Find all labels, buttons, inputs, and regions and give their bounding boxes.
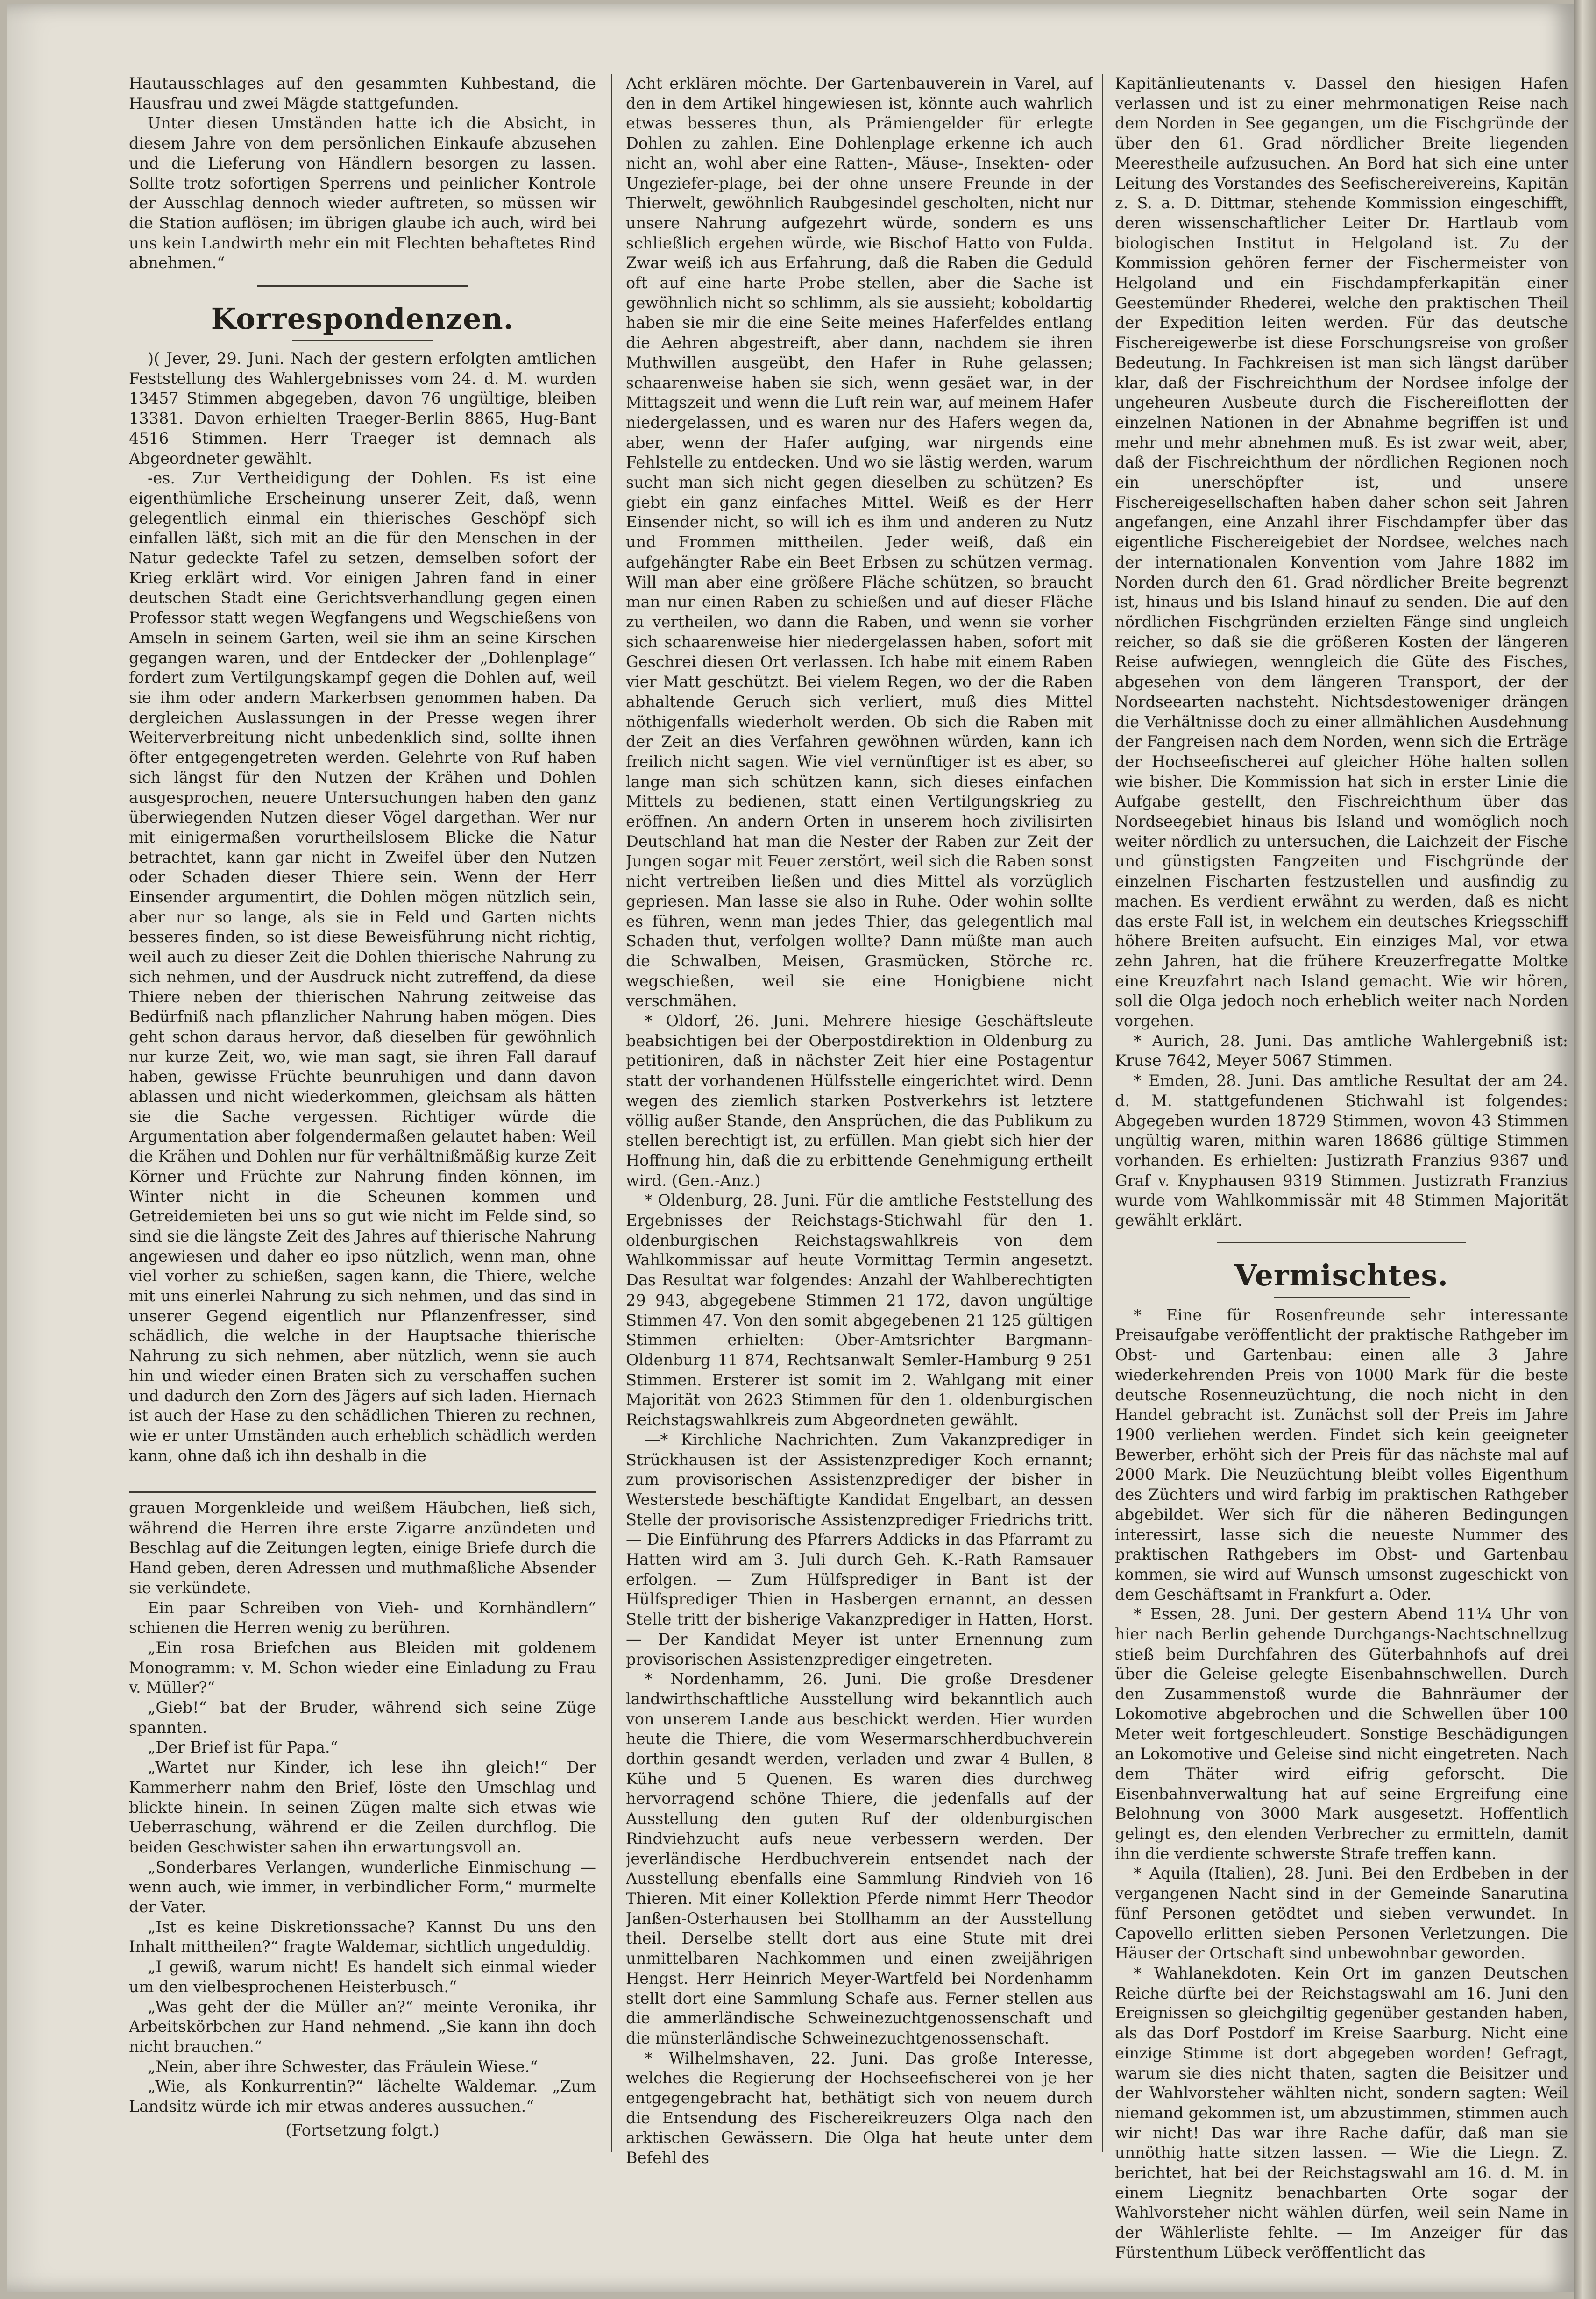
column-divider <box>1102 74 1103 2152</box>
section-rule <box>257 285 468 287</box>
news-item-wilhelmshaven: * Wilhelmshaven, 22. Juni. Das große Interesse, welches die Regierung der Hochseefischerei von je her entgegengebracht hat, bethätigt sich von neuem durch die Entsendung des Fischereikreuzers Olga nach den arktischen Gewässern. Die Olga hat heute unter dem Befehl des <box>626 2049 1093 2167</box>
news-item-jever: )( Jever, 29. Juni. Nach der gestern erfolgten amtlichen Feststellung des Wahlergebnisses vom 24. d. M. wurden 13457 Stimmen abgegeben, davon 76 ungültige, bleiben 13381. Davon erhielten Traeger-Berlin 8865, Hug-Bant 4516 Stimmen. Herr Traeger ist demnach als Abgeordneter gewählt. <box>129 349 596 468</box>
column-1-feuilleton <box>129 1498 596 2292</box>
news-item-dohlen: -es. Zur Vertheidigung der Dohlen. Es ist eine eigenthümliche Erscheinung unserer Zeit, daß, wenn gelegentlich einmal ein thierisches Geschöpf sich einfallen läßt, sich mit an die für den Menschen in der Natur gedeckte Tafel zu setzen, demselben sofort der Krieg erklärt wird. Vor einigen Jahren fand in einer deutschen Stadt eine Gerichtsverhandlung gegen einen Professor statt wegen Wegfangens und Wegschießens von Amseln in seinem Garten, weil sie ihm an seine Kirschen gegangen waren, und der Entdecker der „Dohlenplage“ fordert zum Vertilgungskampf gegen die Dohlen auf, weil sie ihm oder andern Markerbsen genommen haben. Da dergleichen Auslassungen in der Presse wegen ihrer Weiterverbreitung nicht unbedenklich sind, sollte ihnen öfter entgegengetreten werden. Gelehrte von Ruf haben sich längst für den Nutzen der Krähen und Dohlen ausgesprochen, neuere Untersuchungen haben den ganz überwiegenden Nutzen dieser Vögel dargethan. Wer nur mit einigermaßen vorurtheilslosem Blicke die Natur betrachtet, kann gar nicht in Zweifel über den Nutzen oder Schaden dieser Thiere sein. Wenn der Herr Einsender argumentirt, die Dohlen mögen nützlich sein, aber nur so lange, als sie in Feld und Garten nichts besseres finden, so ist diese Beweisführung nicht richtig, weil auch zu dieser Zeit die Dohlen thierische Nahrung zu sich nehmen, und der Ausdruck nicht zutreffend, da diese Thiere neben der thierischen Nahrung zeitweise das Bedürfniß nach pflanzlicher Nahrung haben mögen. Dies geht schon daraus hervor, daß dieselben für gewöhnlich nur kurze Zeit, wo, wie man sagt, sie ihren Fall darauf haben, gewisse Früchte beunruhigen und dann davon ablassen und nicht wiederkommen, gleichsam als hätten sie die Sache vergessen. Richtiger würde die Argumentation aber folgendermaßen gelautet haben: Weil die Krähen und Dohlen nur für verhältnißmäßig kurze Zeit Körner und Früchte zur Nahrung finden können, im Winter nicht in die Scheunen kommen und Getreidemieten bei uns so gut wie nicht im Felde sind, so sind sie die längste Zeit des Jahres auf thierische Nahrung angewiesen und daher eo ipso nützlich, wenn man, ohne viel vorher zu schießen, sagen kann, die Thiere, welche mit uns einerlei Nahrung zu sich nehmen, und das sind in unserer Gegend eigentlich nur Pflanzenfresser, sind schädlich, die welche in der Hauptsache thierische Nahrung zu sich nehmen, aber nützlich, wenn sie auch hin und wieder einen Braten sich zu verschaffen suchen und dadurch den Zorn des Jägers auf sich laden. Hiernach ist auch der Hase zu den schädlichen Thieren zu rechnen, wie er unter Umständen auch erheblich schädlich werden kann, ohne daß ich ihn deshalb in die <box>129 469 596 1465</box>
feuilleton-paragraph: „Wartet nur Kinder, ich lese ihn gleich!“ Der Kammerherr nahm den Brief, löste den Umschlag und blickte hinein. In seinen Zügen malte sich etwas wie Ueberraschung, während er die Zeilen durchflog. Die beiden Geschwister sahen ihn erwartungsvoll an. <box>129 1758 596 1856</box>
news-item-aurich: * Aurich, 28. Juni. Das amtliche Wahlergebniß ist: Kruse 7642, Meyer 5067 Stimmen. <box>1115 1031 1568 1070</box>
news-item-essen: * Essen, 28. Juni. Der gestern Abend 11¼ Uhr von hier nach Berlin gehende Durchgangs-Nachtschnellzug stieß beim Durchfahren des Güterbahnhofs auf drei über die Geleise gelegte Eisenbahnschwellen. Durch den Zusammenstoß wurde die Bahnräumer der Lokomotive abgebrochen und die Schwellen über 100 Meter weit fortgeschleudert. Sonstige Beschädigungen an Lokomotive und Geleise sind nicht eingetreten. Nach dem Thäter wird eifrig geforscht. Die Eisenbahnverwaltung hat auf seine Ergreifung eine Belohnung von 3000 Mark ausgesetzt. Hoffentlich gelingt es, den elenden Verbrecher zu ermitteln, damit ihn die verdiente schwerste Strafe treffen kann. <box>1115 1605 1568 1863</box>
column-1-news <box>129 74 596 1485</box>
column-2-news <box>626 74 1093 2292</box>
continuation-note: (Fortsetzung folgt.) <box>285 2121 440 2139</box>
section-rule <box>1217 1242 1466 1243</box>
feuilleton-paragraph: „Wie, als Konkurrentin?“ lächelte Waldemar. „Zum Landsitz würde ich mir etwas anderes aussuchen.“ <box>129 2077 596 2116</box>
feuilleton-paragraph: „Was geht der die Müller an?“ meinte Veronika, ihr Arbeitskörbchen zur Hand nehmend. „Sie kann ihn doch nicht brauchen.“ <box>129 1997 596 2056</box>
newspaper-page <box>7 4 1574 2292</box>
page-binding-edge <box>1574 0 1596 2299</box>
section-heading-korrespondenzen: Korrespondenzen. <box>211 302 514 336</box>
feuilleton-paragraph: „Der Brief ist für Papa.“ <box>148 1738 338 1757</box>
article-paragraph: Unter diesen Umständen hatte ich die Absicht, in diesem Jahre von dem persönlichen Einkaufe abzusehen und die Lieferung von Händlern besorgen zu lassen. Sollte trotz sofortigen Sperrens und peinlicher Kontrole der Ausschlag dennoch wieder auftreten, so müssen wir die Station auflösen; im übrigen glaube ich auch, wird bei uns kein Landwirth mehr ein mit Flechten behaftetes Rind abnehmen.“ <box>129 114 596 272</box>
news-item-wahlanekdoten: * Wahlanekdoten. Kein Ort im ganzen Deutschen Reiche dürfte bei der Reichstagswahl am 16. Juni den Ereignissen so gleichgiltig gegenüber gestanden haben, als das Dorf Postdorf im Kreise Saarburg. Nicht eine einzige Stimme ist dort abgegeben worden! Gefragt, warum sie dies nicht thaten, sagten die Beisitzer und der Wahlvorsteher wählten nicht, sondern sagten: Weil niemand gekommen ist, um abzustimmen, stimmen auch wir nicht! Das war ihre Rache dafür, daß man sie unnöthig hatte sitzen lassen. — Wie die Liegn. Z. berichtet, hat bei der Reichstagswahl am 16. d. M. in einem Liegnitz benachbarten Orte sogar der Wahlvorsteher nicht wählen dürfen, weil sein Name in der Wählerliste fehlte. — Im Anzeiger für das Fürstenthum Lübeck veröffentlicht das <box>1115 1964 1568 2262</box>
section-rule <box>1274 1297 1410 1298</box>
feuilleton-paragraph: Ein paar Schreiben von Vieh- und Kornhändlern“ schienen die Herren wenig zu berühren. <box>129 1598 596 1637</box>
feuilleton-separator <box>129 1491 596 1493</box>
article-continuation: Hautausschlages auf den gesammten Kuhbestand, die Hausfrau und zwei Mägde stattgefunden. <box>129 74 596 113</box>
feuilleton-paragraph: „Gieb!“ bat der Bruder, während sich seine Züge spannten. <box>129 1698 596 1737</box>
news-item-oldenburg: * Oldenburg, 28. Juni. Für die amtliche Feststellung des Ergebnisses der Reichstags-Stichwahl für den 1. oldenburgischen Reichstagswahlkreis von dem Wahlkommissar auf heute Vormittag Termin angesetzt. Das Resultat war folgendes: Anzahl der Wahlberechtigten 29 943, abgegebene Stimmen 21 172, davon ungültige Stimmen 47. Von den somit abgegebenen 21 125 gültigen Stimmen erhielten: Ober-Amtsrichter Bargmann-Oldenburg 11 874, Rechtsanwalt Semler-Hamburg 9 251 Stimmen. Ersterer ist somit im 2. Wahlgang mit einer Majorität von 2623 Stimmen für den 1. oldenburgischen Reichstagswahlkreis zum Abgeordneten gewählt. <box>626 1191 1093 1429</box>
news-item-nordenhamm: * Nordenhamm, 26. Juni. Die große Dresdener landwirthschaftliche Ausstellung wird bekanntlich auch von unserem Lande aus beschickt werden. Hier wurden heute die Thiere, die vom Wesermarschherdbuchverein dorthin gesandt werden, verladen und zwar 4 Bullen, 8 Kühe und 5 Quenen. Es waren dies durchweg hervorragend schöne Thiere, die jedenfalls auf der Ausstellung den guten Ruf der oldenburgischen Rindviehzucht aufs neue verbessern werden. Der jeverländische Herdbuchverein entsendet nach der Ausstellung ebenfalls eine Sammlung Rindvieh von 16 Thieren. Mit einer Kollektion Pferde nimmt Herr Theodor Janßen-Osterhausen bei Stollhamm an der Ausstellung theil. Derselbe stellt dort aus eine Stute mit drei unmittelbaren Nachkommen und einen zweijährigen Hengst. Herr Heinrich Meyer-Wartfeld bei Nordenhamm stellt dort eine Sammlung Schafe aus. Ferner stellen aus die ammerländische Schweinezuchtgenossenschaft und die münsterländische Schweinezuchtgenossenschaft. <box>626 1670 1093 2047</box>
feuilleton-paragraph: „Sonderbares Verlangen, wunderliche Einmischung — wenn auch, wie immer, in verbindlicher Form,“ murmelte der Vater. <box>129 1858 596 1916</box>
news-item-oldorf: * Oldorf, 26. Juni. Mehrere hiesige Geschäftsleute beabsichtigen bei der Oberpostdirektion in Oldenburg zu petitioniren, daß in nächster Zeit hier eine Postagentur statt der vorhandenen Hülfsstelle eingerichtet wird. Denn wegen des ziemlich starken Postverkehrs ist letztere völlig außer Stande, den Ansprüchen, die das Publikum zu stellen berechtigt ist, zu erfüllen. Man giebt sich hier der Hoffnung hin, daß die zu erbittende Genehmigung ertheilt wird. (Gen.-Anz.) <box>626 1012 1093 1190</box>
feuilleton-paragraph: „I gewiß, warum nicht! Es handelt sich einmal wieder um den vielbesprochenen Heisterbusch.“ <box>129 1958 596 1996</box>
news-item-emden: * Emden, 28. Juni. Das amtliche Resultat der am 24. d. M. stattgefundenen Stichwahl ist folgendes: Abgegeben wurden 18729 Stimmen, wovon 43 Stimmen ungültig waren, mithin waren 18686 gültige Stimmen vorhanden. Es erhielten: Justizrath Franzius 9367 und Graf v. Knyphausen 9319 Stimmen. Justizrath Franzius wurde vom Wahlkommissär mit 48 Stimmen Majorität gewählt erklärt. <box>1115 1071 1568 1230</box>
feuilleton-paragraph: „Ein rosa Briefchen aus Bleiden mit goldenem Monogramm: v. M. Schon wieder eine Einladung zu Frau v. Müller?“ <box>129 1638 596 1697</box>
column-divider <box>611 74 612 2152</box>
news-item-aquila: * Aquila (Italien), 28. Juni. Bei den Erdbeben in der vergangenen Nacht sind in der Gemeinde Sanarutina fünf Personen getödtet und sieben verwundet. In Capovello erlitten sieben Personen Verletzungen. Die Häuser der Ortschaft sind unbewohnbar geworden. <box>1115 1864 1568 1963</box>
feuilleton-paragraph: „Nein, aber ihre Schwester, das Fräulein Wiese.“ <box>148 2057 538 2076</box>
news-item-kirchliche-nachrichten: —* Kirchliche Nachrichten. Zum Vakanzprediger in Strückhausen ist der Assistenzprediger Koch ernannt; zum provisorischen Assistenzprediger der bisher in Westerstede beschäftigte Kandidat Engelbart, an dessen Stelle der provisorische Assistenzprediger Friedrichs tritt. — Die Einführung des Pfarrers Addicks in das Pfarramt zu Hatten wird am 3. Juli durch Geh. K.-Rath Ramsauer erfolgen. — Zum Hülfsprediger in Bant ist der Hülfsprediger Thien in Hasbergen ernannt, an dessen Stelle tritt der bisherige Vakanzprediger in Hatten, Horst. — Der Kandidat Meyer ist unter Ernennung zum provisorischen Assistenzprediger eingetreten. <box>626 1430 1093 1668</box>
section-rule <box>292 340 433 341</box>
article-continuation: Acht erklären möchte. Der Gartenbauverein in Varel, auf den in dem Artikel hingewiesen ist, könnte auch wahrlich etwas besseres thun, als Prämiengelder für erlegte Dohlen zu zahlen. Eine Dohlenplage erkenne ich auch nicht an, wohl aber eine Ratten-, Mäuse-, Insekten- oder Ungeziefer-plage, bei der ohne unsere Freunde in der Thierwelt, gewöhnlich Raubgesindel gescholten, nicht nur unsere Nahrung aufgezehrt würde, sondern es uns schließlich ergehen würde, wie Bischof Hatto von Fulda. Zwar weiß ich aus Erfahrung, daß die Raben die Geduld oft auf eine harte Probe stellen, aber die Sache ist gewöhnlich nicht so schlimm, als sie aussieht; koboldartig haben sie mir die eine Seite meines Haferfeldes entlang die Aehren abgestreift, aber dann, nachdem sie ihren Muthwillen ausgeübt, den Hafer in Ruhe gelassen; schaarenweise haben sie sich, wenn gesäet war, in der Mittagszeit und wenn die Luft rein war, auf meinem Hafer niedergelassen, und es waren nur des Hafers wegen da, aber, wenn der Hafer aufging, war nirgends eine Fehlstelle zu entdecken. Und wo sie lästig werden, warum sucht man sich nicht gegen dieselben zu schützen? Es giebt ein ganz einfaches Mittel. Weiß es der Herr Einsender nicht, so will ich es ihm und anderen zu Nutz und Frommen mittheilen. Jeder weiß, daß ein aufgehängter Rabe ein Beet Erbsen zu schützen vermag. Will man aber eine größere Fläche schützen, so braucht man nur einen Raben zu schießen und auf dieser Fläche zu vertheilen, wo dann die Raben, und wenn sie vorher sich schaarenweise hier niedergelassen haben, sofort mit Geschrei diesen Ort verlassen. Ich habe mit einem Raben vier Matt geschützt. Bei vielem Regen, wo der die Raben abhaltende Geruch sich verliert, muß dies Mittel nöthigenfalls wiederholt werden. Ob sich die Raben mit der Zeit an dies Verfahren gewöhnen würden, kann ich freilich nicht sagen. Wie viel vernünftiger ist es aber, so lange man sich schützen kann, sich dieses einfachen Mittels zu bedienen, statt einen Vertilgungskrieg zu eröffnen. An andern Orten in unserem hoch zivilisirten Deutschland hat man die Nester der Raben zur Zeit der Jungen sogar mit Feuer zerstört, weil sich die Raben sonst nicht vertreiben ließen und dies Mittel als vorzüglich gepriesen. Man lasse sie also in Ruhe. Oder wohin sollte es führen, wenn man jedes Thier, das gelegentlich mal Schaden thut, verfolgen wollte? Dann müßte man auch die Schwalben, Meisen, Grasmücken, Störche rc. wegschießen, weil sie eine Honigbiene nicht verschmähen. <box>626 74 1093 1010</box>
feuilleton-paragraph: grauen Morgenkleide und weißem Häubchen, ließ sich, während die Herren ihre erste Zigarre anzündeten und Beschlag auf die Zeitungen legten, einige Briefe durch die Hand geben, deren Adressen und muthmaßliche Absender sie verkündete. <box>129 1499 596 1597</box>
section-heading-vermischtes: Vermischtes. <box>1234 1258 1448 1292</box>
feuilleton-paragraph: „Ist es keine Diskretionssache? Kannst Du uns den Inhalt mittheilen?“ fragte Waldemar, sichtlich ungeduldig. <box>129 1917 596 1956</box>
news-item-rosenfreunde: * Eine für Rosenfreunde sehr interessante Preisaufgabe veröffentlicht der praktische Rathgeber im Obst- und Gartenbau: einen alle 3 Jahre wiederkehrenden Preis von 1000 Mark für die beste deutsche Rosenneuzüchtung, die noch nicht in den Handel gebracht ist. Zunächst soll der Preis im Jahre 1900 verliehen werden. Findet sich kein geeigneter Bewerber, erhöht sich der Preis für das nächste mal auf 2000 Mark. Die Neuzüchtung bleibt volles Eigenthum des Züchters und wird farbig im praktischen Rathgeber abgebildet. Wer sich für die näheren Bedingungen interessirt, lasse sich die neueste Nummer des praktischen Rathgebers im Obst- und Gartenbau kommen, sie wird auf Wunsch umsonst zugeschickt von dem Geschäftsamt in Frankfurt a. Oder. <box>1115 1306 1568 1604</box>
article-continuation: Kapitänlieutenants v. Dassel den hiesigen Hafen verlassen und ist zu einer mehrmonatigen Reise nach dem Norden in See gegangen, um die Fischgründe der über den 61. Grad nördlicher Breite liegenden Meerestheile aufzusuchen. An Bord hat sich eine unter Leitung des Vorstandes des Seefischereivereins, Kapitän z. S. a. D. Dittmar, stehende Kommission eingeschifft, deren wissenschaftlicher Leiter Dr. Hartlaub vom biologischen Institut in Helgoland ist. Zu der Kommission gehören ferner der Fischermeister von Helgoland und ein Fischdampferkapitän einer Geestemünder Rhederei, welche den praktischen Theil der Expedition leiten werden. Für das deutsche Fischereigewerbe ist diese Forschungsreise von großer Bedeutung. In Fachkreisen ist man sich längst darüber klar, daß der Fischreichthum der Nordsee infolge der ungeheuren Ausbeute durch die Fischereiflotten der einzelnen Nationen in der Abnahme begriffen ist und mehr und mehr abnehmen muß. Es ist zwar weit, aber, daß der Fischreichthum der nördlichen Regionen noch ein unerschöpfter ist, und unsere Fischereigesellschaften haben daher schon seit Jahren angefangen, eine Anzahl ihrer Fischdampfer über das eigentliche Fischereigebiet der Nordsee, welches nach der internationalen Konvention vom Jahre 1882 im Norden durch den 61. Grad nördlicher Breite begrenzt ist, hinaus und bis Island hinauf zu senden. Die auf den nördlichen Fischgründen erzielten Fänge sind ungleich reicher, so daß sie die größeren Kosten der längeren Reise aufwiegen, wenngleich die Güte des Fisches, abgesehen von dem längeren Transport, der der Nordseearten nachsteht. Nichtsdestoweniger drängen die Verhältnisse doch zu einer allmählichen Ausdehnung der Fangreisen nach dem Norden, wenn sich die Erträge der Hochseefischerei auf gleicher Höhe halten sollen wie bisher. Die Kommission hat sich in erster Linie die Aufgabe gestellt, den Fischreichthum über das Nordseegebiet hinaus bis Island und womöglich noch weiter nördlich zu untersuchen, die Laichzeit der Fische und günstigsten Fangzeiten und Fischgründe der einzelnen Fischarten festzustellen und ausfindig zu machen. Es verdient erwähnt zu werden, daß es nicht das erste Fall ist, in welchem ein deutsches Kriegsschiff höhere Breiten aufsucht. Ein einziges Mal, vor etwa zehn Jahren, hat die frühere Kreuzerfregatte Moltke eine Kreuzfahrt nach Island gemacht. Wie wir hören, soll die Olga jedoch noch erheblich weiter nach Norden vorgehen. <box>1115 74 1568 1030</box>
column-3-news <box>1115 74 1568 2292</box>
